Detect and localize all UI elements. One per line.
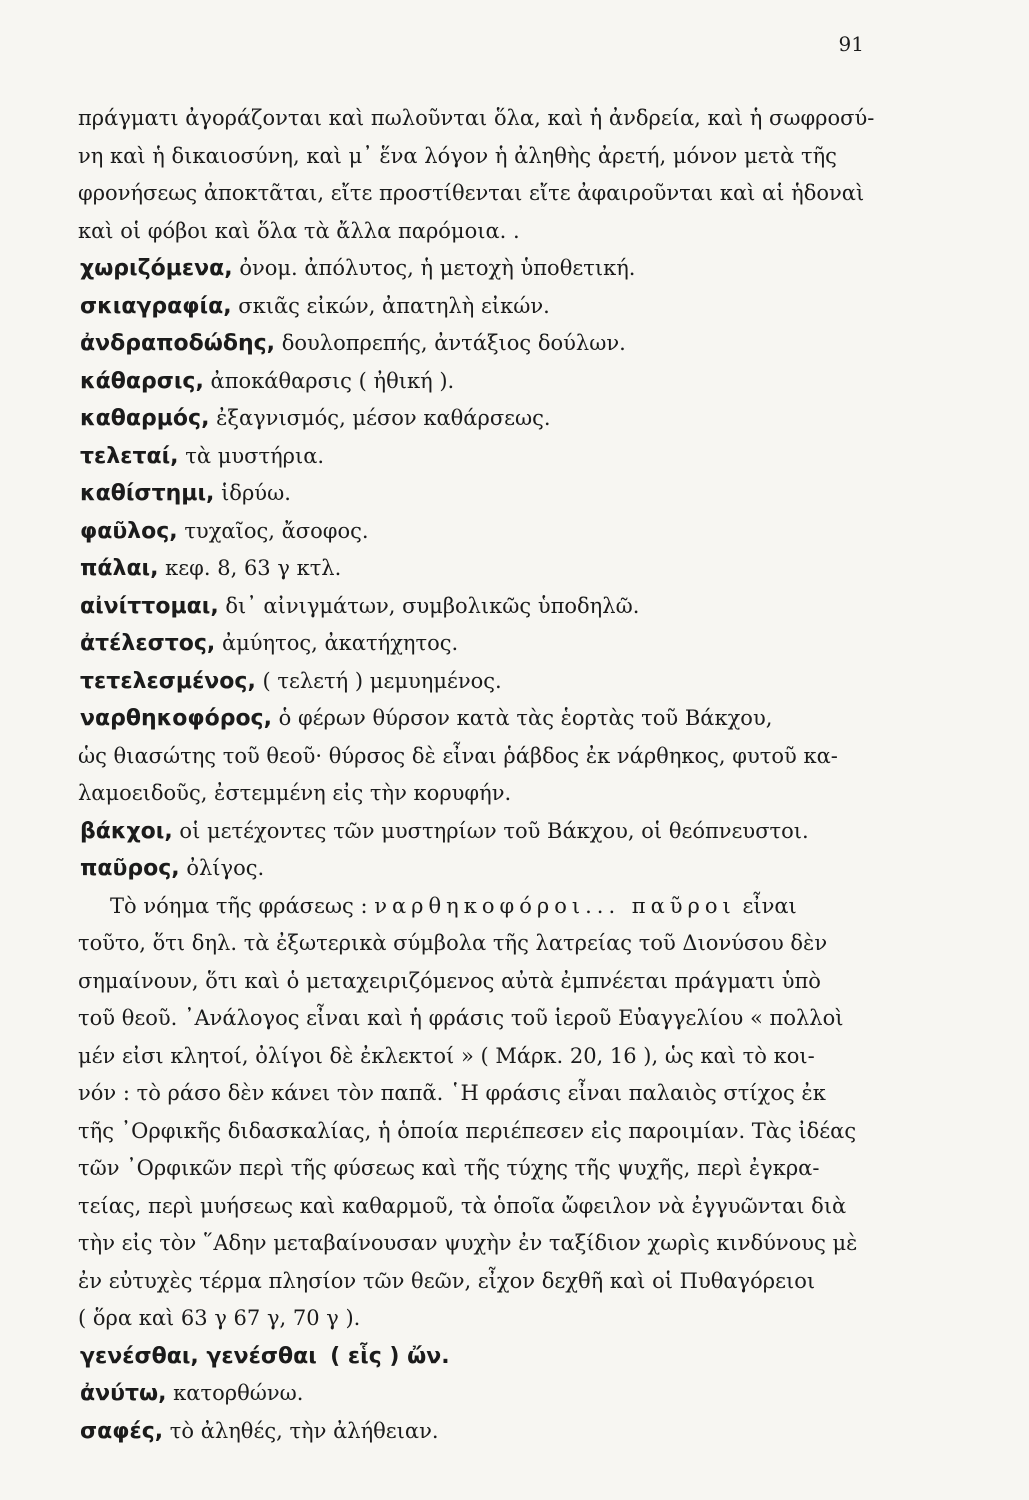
- entry-term: καθαρμός,: [80, 406, 210, 431]
- text-line: ὡς θιασώτης τοῦ θεοῦ· θύρσος δὲ εἶναι ῥάβδος ἐκ νάρθηκος, φυτοῦ κα-: [78, 743, 838, 768]
- text-line: τείας, περὶ μυήσεως καὶ καθαρμοῦ, τὰ ὁποῖα ὤφειλον νὰ ἐγγυῶνται διὰ: [78, 1193, 847, 1218]
- text-line: ἐν εὐτυχὲς τέρμα πλησίον τῶν θεῶν, εἶχον δεχθῆ καὶ οἱ Πυθαγόρειοι: [78, 1268, 816, 1293]
- glossary-entry: [78, 663, 878, 701]
- text-line: σημαίνουν, ὅτι καὶ ὁ μεταχειριζόμενος αὐτὰ ἐμπνέεται πράγματι ὑπὸ: [78, 968, 821, 993]
- glossary-entry: [78, 588, 878, 626]
- entry-definition: οἱ μετέχοντες τῶν μυστηρίων τοῦ Βάκχου, οἱ θεόπνευστοι.: [179, 818, 809, 843]
- glossary-entry: [78, 400, 878, 438]
- entry-term: αἰνίττομαι,: [80, 593, 219, 619]
- text-line: τοῦ θεοῦ. ᾿Ανάλογος εἶναι καὶ ἡ φράσις τοῦ ἱεροῦ Εὐαγγελίου « πολλοὶ: [78, 1006, 844, 1030]
- text-line: πράγματι ἀγοράζονται καὶ πωλοῦνται ὅλα, καὶ ἡ ἀνδρεία, καὶ ἡ σωφροσύ-: [78, 106, 875, 130]
- text-line: τῆς ᾿Ορφικῆς διδασκαλίας, ἡ ὁποία περιέπεσεν εἰς παροιμίαν. Τὰς ἰδέας: [78, 1118, 857, 1143]
- entry-definition: κεφ. 8, 63 γ κτλ.: [165, 556, 342, 580]
- entry-term: πάλαι,: [80, 556, 159, 581]
- glossary-list-end: [78, 1338, 878, 1451]
- entry-term: τετελεσμένος,: [80, 668, 256, 694]
- entry-term: χωριζόμενα,: [80, 256, 233, 281]
- text-line: καὶ οἱ φόβοι καὶ ὅλα τὰ ἄλλα παρόμοια. .: [78, 218, 520, 243]
- entry-definition: ( τελετή ) μεμυημένος.: [262, 668, 502, 693]
- entry-definition: σκιᾶς εἰκών, ἀπατηλὴ εἰκών.: [238, 293, 550, 318]
- glossary-entry: [78, 1338, 878, 1376]
- entry-term: βάκχοι,: [80, 818, 173, 844]
- glossary-entry: [78, 438, 878, 476]
- entry-definition: ἀποκάθαρσις ( ἠθική ).: [210, 368, 455, 393]
- glossary-list: [78, 250, 878, 888]
- entry-term: γενέσθαι, γενέσθαι: [80, 1343, 317, 1369]
- glossary-entry: [78, 813, 878, 851]
- entry-definition: δουλοπρεπής, ἀντάξιος δούλων.: [281, 331, 626, 355]
- text-line: φρονήσεως ἀποκτᾶται, εἴτε προστίθενται εἴτε ἀφαιροῦνται καὶ αἱ ἡδοναὶ: [78, 181, 865, 205]
- entry-definition: τὸ ἀληθές, τὴν ἀλήθειαν.: [169, 1418, 439, 1443]
- entry-definition: ( εἷς ) ὤν.: [330, 1343, 450, 1369]
- entry-definition: κατορθώνω.: [173, 1381, 304, 1405]
- entry-term: κάθαρσις,: [80, 368, 204, 394]
- glossary-entry: [78, 475, 878, 513]
- glossary-entry: [78, 1413, 878, 1451]
- commentary-paragraph: [78, 888, 878, 1338]
- entry-term: ναρθηκοφόρος,: [80, 706, 272, 731]
- phrase-intro: Τὸ νόημα τῆς φράσεως :: [110, 893, 368, 918]
- entry-definition: ἐξαγνισμός, μέσον καθάρσεως.: [216, 406, 551, 430]
- page-number: 91: [838, 32, 864, 56]
- text-line: [78, 888, 878, 926]
- entry-term: ἀνύτω,: [80, 1381, 167, 1406]
- text-line: νόν : τὸ ράσο δὲν κάνει τὸν παπᾶ. ῾Η φράσις εἶναι παλαιὸς στίχος ἐκ: [78, 1081, 826, 1105]
- entry-definition: ἀμύητος, ἀκατήχητος.: [221, 631, 459, 655]
- text-line: νη καὶ ἡ δικαιοσύνη, καὶ μ᾽ ἕνα λόγον ἡ ἀληθὴς ἀρετή, μόνον μετὰ τῆς: [78, 143, 837, 168]
- glossary-entry: [78, 288, 878, 326]
- entry-term: ἀνδραποδώδης,: [80, 331, 276, 356]
- glossary-entry: [78, 850, 878, 888]
- entry-term: παῦρος,: [80, 856, 180, 881]
- entry-term: καθίστημι,: [80, 481, 215, 506]
- entry-definition: τὰ μυστήρια.: [185, 443, 325, 468]
- text-line: τοῦτο, ὅτι δηλ. τὰ ἐξωτερικὰ σύμβολα τῆς λατρείας τοῦ Διονύσου δὲν: [78, 931, 828, 955]
- text-line: τὴν εἰς τὸν ῞Αδην μεταβαίνουσαν ψυχὴν ἐν ταξίδιον χωρὶς κινδύνους μὲ: [78, 1231, 858, 1255]
- text-line: τῶν ᾿Ορφικῶν περὶ τῆς φύσεως καὶ τῆς τύχης τῆς ψυχῆς, περὶ ἐγκρα-: [78, 1156, 820, 1180]
- text-line: ( ὅρα καὶ 63 γ 67 γ, 70 γ ).: [78, 1306, 361, 1330]
- glossary-entry: [78, 550, 878, 588]
- text-line: μέν εἰσι κλητοί, ὀλίγοι δὲ ἐκλεκτοί » ( Μάρκ. 20, 16 ), ὡς καὶ τὸ κοι-: [78, 1043, 815, 1068]
- entry-definition: ἱδρύω.: [221, 481, 291, 505]
- quoted-phrase: ναρθηκοφόροι... παῦροι: [374, 893, 736, 918]
- glossary-entry: [78, 1375, 878, 1413]
- entry-term: σαφές,: [80, 1418, 164, 1444]
- entry-term: σκιαγραφία,: [80, 293, 232, 319]
- entry-definition: τυχαῖος, ἄσοφος.: [184, 518, 369, 543]
- glossary-entry: [78, 250, 878, 288]
- entry-term: φαῦλος,: [80, 518, 178, 544]
- text-line: λαμοειδοῦς, ἐστεμμένη εἰς τὴν κορυφήν.: [78, 781, 512, 805]
- entry-definition: δι᾽ αἰνιγμάτων, συμβολικῶς ὑποδηλῶ.: [225, 593, 640, 618]
- page-body: [78, 100, 878, 1450]
- glossary-entry: [78, 700, 878, 738]
- entry-definition: ὁ φέρων θύρσον κατὰ τὰς ἑορτὰς τοῦ Βάκχου,: [278, 706, 773, 730]
- entry-definition: ὀνομ. ἀπόλυτος, ἡ μετοχὴ ὑποθετική.: [239, 256, 636, 280]
- entry-term: ἀτέλεστος,: [80, 631, 216, 656]
- glossary-entry: [78, 363, 878, 401]
- glossary-entry: [78, 513, 878, 551]
- entry-term: τελεταί,: [80, 443, 179, 469]
- intro-paragraph: [78, 100, 878, 250]
- phrase-end: εἶναι: [742, 893, 797, 918]
- glossary-entry: [78, 625, 878, 663]
- glossary-entry: [78, 325, 878, 363]
- entry-definition: ὀλίγος.: [186, 856, 265, 880]
